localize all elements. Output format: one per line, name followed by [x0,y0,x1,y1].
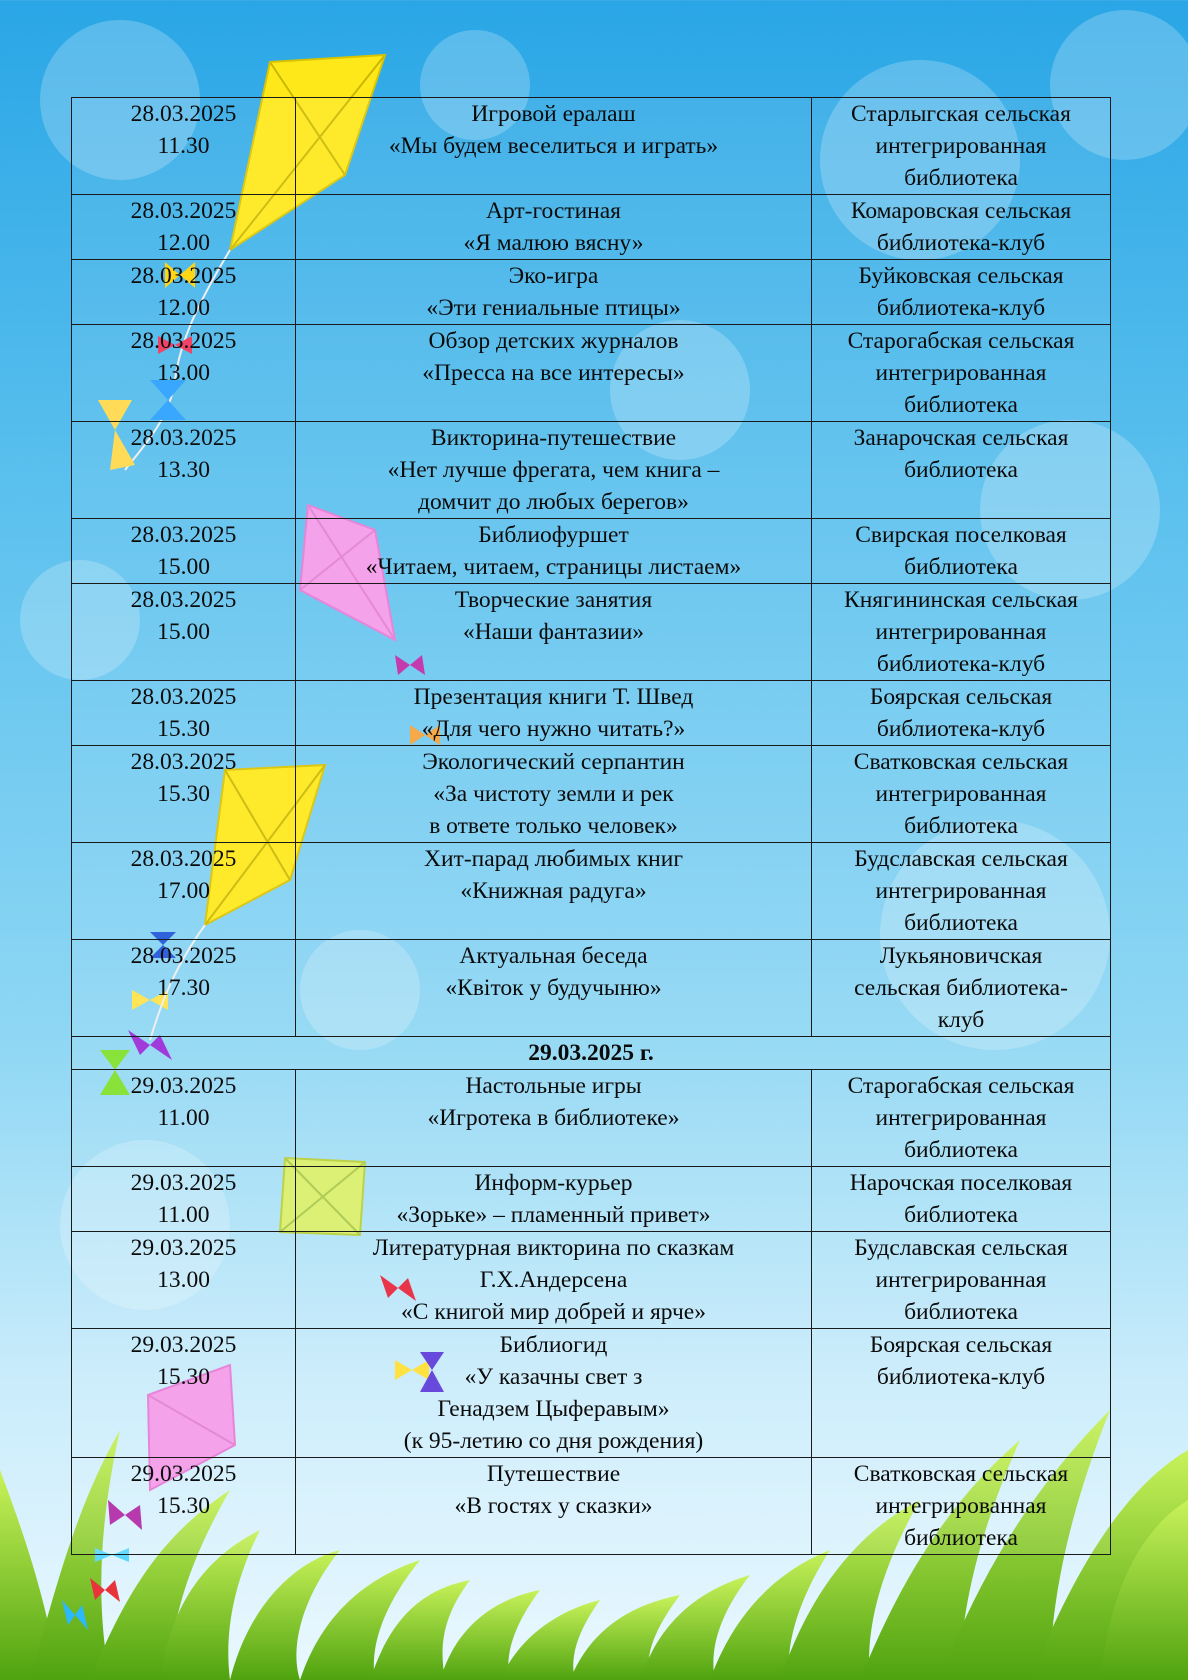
venue-line: Сватковская сельская [853,749,1069,775]
event-line: Информ-курьер [474,1170,633,1196]
venue-cell [812,843,1111,940]
date-time-cell [72,681,296,746]
venue-line: библиотека [904,1137,1018,1163]
table-row [72,260,1111,325]
venue-line: библиотека-клуб [876,716,1046,742]
event-time: 17.00 [157,878,210,904]
event-time: 12.00 [157,295,210,321]
venue-line: библиотека-клуб [876,295,1046,321]
event-date: 28.03.2025 [130,943,237,969]
event-cell [296,1329,812,1458]
event-line: Арт-гостиная [486,198,621,224]
event-line: Настольные игры [465,1073,642,1099]
event-line: Библиофуршет [478,522,629,548]
date-time-cell [72,843,296,940]
table-row [72,1329,1111,1458]
event-line: Путешествие [486,1461,621,1487]
event-line: «Пресса на все интересы» [422,360,685,386]
date-time-cell [72,195,296,260]
table-row [72,940,1111,1037]
event-line: Актуальная беседа [459,943,648,969]
event-line: «Квіток у будучыню» [445,975,662,1001]
venue-line: Сватковская сельская [853,1461,1069,1487]
venue-cell [812,422,1111,519]
venue-line: библиотека [904,554,1018,580]
event-cell [296,584,812,681]
event-line: Презентация книги Т. Швед [413,684,694,710]
venue-cell [812,195,1111,260]
venue-line: интегрированная [875,619,1047,645]
venue-line: библиотека [904,457,1018,483]
venue-line: Свирская поселковая [855,522,1067,548]
venue-line: библиотека [904,165,1018,191]
event-cell [296,746,812,843]
event-cell [296,325,812,422]
event-line: «С книгой мир добрей и ярче» [401,1299,706,1325]
event-time: 15.00 [157,619,210,645]
event-time: 15.30 [157,781,210,807]
day-header-row [72,1037,1111,1070]
venue-cell [812,681,1111,746]
event-line: «Мы будем веселиться и играть» [388,133,719,159]
event-line: Библиогид [499,1332,608,1358]
event-cell [296,843,812,940]
event-time: 17.30 [157,975,210,1001]
event-cell [296,260,812,325]
event-date: 28.03.2025 [130,846,237,872]
venue-cell [812,584,1111,681]
event-cell [296,1167,812,1232]
event-line: Литературная викторина по сказкам [372,1235,735,1261]
event-time: 13.30 [157,457,210,483]
event-line: «Наши фантазии» [462,619,645,645]
venue-line: интегрированная [875,133,1047,159]
event-time: 11.00 [157,1202,210,1228]
event-line: «Я малюю вясну» [463,230,644,256]
event-line: «Для чего нужно читать?» [421,716,686,742]
venue-line: интегрированная [875,781,1047,807]
events-table [71,97,1111,1555]
venue-line: Нарочская поселковая [849,1170,1073,1196]
event-date: 28.03.2025 [130,198,237,224]
venue-line: интегрированная [875,878,1047,904]
event-date: 28.03.2025 [130,328,237,354]
date-time-cell [72,746,296,843]
venue-line: Комаровская сельская [850,198,1072,224]
event-line: Творческие занятия [454,587,653,613]
event-date: 29.03.2025 [130,1073,237,1099]
event-cell [296,519,812,584]
event-line: «У казачны свет з [464,1364,643,1390]
event-time: 15.30 [157,1493,210,1519]
event-line: «Книжная радуга» [460,878,647,904]
event-time: 13.00 [157,360,210,386]
venue-line: Княгининская сельская [844,587,1078,613]
event-line: «За чистоту земли и рек [433,781,674,807]
venue-cell [812,98,1111,195]
event-line: домчит до любых берегов» [418,489,689,515]
event-time: 15.30 [157,716,210,742]
date-time-cell [72,1329,296,1458]
table-row [72,519,1111,584]
event-date: 28.03.2025 [130,587,237,613]
date-time-cell [72,1070,296,1167]
date-time-cell [72,1232,296,1329]
table-row [72,195,1111,260]
event-line: Хит-парад любимых книг [424,846,683,872]
event-line: Г.Х.Андерсена [479,1267,628,1293]
venue-line: библиотека [904,910,1018,936]
venue-line: библиотека [904,1202,1018,1228]
event-time: 15.30 [157,1364,210,1390]
table-row [72,1458,1111,1555]
event-cell [296,1070,812,1167]
date-time-cell [72,584,296,681]
table-row [72,325,1111,422]
event-line: «В гостях у сказки» [454,1493,653,1519]
date-time-cell [72,1458,296,1555]
event-line: (к 95-летию со дня рождения) [403,1428,704,1454]
event-line: Эко-игра [508,263,599,289]
event-date: 28.03.2025 [130,684,237,710]
venue-line: библиотека-клуб [876,230,1046,256]
event-line: Генадзем Цыферавым» [437,1396,670,1422]
venue-line: интегрированная [875,1267,1047,1293]
event-date: 28.03.2025 [130,101,237,127]
table-row [72,1070,1111,1167]
venue-line: интегрированная [875,360,1047,386]
date-time-cell [72,422,296,519]
venue-line: библиотека [904,1525,1018,1551]
table-row [72,1232,1111,1329]
event-line: «Зорьке» – пламенный привет» [396,1202,711,1228]
date-time-cell [72,519,296,584]
venue-line: Старогабская сельская [847,328,1075,354]
event-time: 11.30 [157,133,210,159]
venue-line: библиотека [904,392,1018,418]
event-line: в ответе только человек» [429,813,678,839]
event-line: «Эти гениальные птицы» [426,295,681,321]
venue-line: Боярская сельская [869,684,1053,710]
venue-line: библиотека [904,813,1018,839]
date-time-cell [72,325,296,422]
venue-line: Будславская сельская [854,1235,1068,1261]
event-time: 11.00 [157,1105,210,1131]
event-date: 29.03.2025 [130,1170,237,1196]
date-time-cell [72,260,296,325]
venue-line: Будславская сельская [854,846,1068,872]
table-row [72,843,1111,940]
venue-line: Старлыгская сельская [851,101,1071,127]
venue-line: интегрированная [875,1105,1047,1131]
event-line: Обзор детских журналов [428,328,679,354]
venue-line: Лукьяновичская [879,943,1043,969]
event-date: 28.03.2025 [130,425,237,451]
venue-cell [812,746,1111,843]
venue-line: Старогабская сельская [847,1073,1075,1099]
table-row [72,681,1111,746]
table-row [72,584,1111,681]
venue-cell [812,1458,1111,1555]
venue-line: Занарочская сельская [853,425,1069,451]
event-line: «Нет лучше фрегата, чем книга – [387,457,720,483]
event-cell [296,940,812,1037]
event-cell [296,681,812,746]
venue-cell [812,519,1111,584]
venue-line: сельская библиотека- [854,975,1068,1001]
venue-cell [812,325,1111,422]
table-row [72,1167,1111,1232]
venue-cell [812,1167,1111,1232]
venue-line: библиотека-клуб [876,651,1046,677]
venue-cell [812,1070,1111,1167]
venue-line: Боярская сельская [869,1332,1053,1358]
venue-cell [812,260,1111,325]
venue-line: Буйковская сельская [858,263,1064,289]
event-time: 12.00 [157,230,210,256]
table-row [72,746,1111,843]
venue-cell [812,1329,1111,1458]
venue-cell [812,1232,1111,1329]
event-time: 15.00 [157,554,210,580]
event-cell [296,1458,812,1555]
table-row [72,98,1111,195]
event-line: Игровой ералаш [471,101,636,127]
venue-line: библиотека [904,1299,1018,1325]
date-time-cell [72,1167,296,1232]
event-date: 28.03.2025 [130,749,237,775]
event-line: «Читаем, читаем, страницы листаем» [365,554,742,580]
venue-line: интегрированная [875,1493,1047,1519]
event-line: Викторина-путешествие [430,425,677,451]
event-date: 29.03.2025 [130,1332,237,1358]
event-date: 29.03.2025 [130,1461,237,1487]
date-time-cell [72,940,296,1037]
event-line: «Игротека в библиотеке» [427,1105,680,1131]
event-line: Экологический серпантин [422,749,685,775]
event-cell [296,98,812,195]
venue-line: клуб [937,1007,985,1033]
event-cell [296,195,812,260]
venue-cell [812,940,1111,1037]
table-row [72,422,1111,519]
day-header: 29.03.2025 г. [72,1037,1111,1070]
event-cell [296,422,812,519]
event-date: 28.03.2025 [130,263,237,289]
venue-line: библиотека-клуб [876,1364,1046,1390]
event-date: 29.03.2025 [130,1235,237,1261]
date-time-cell [72,98,296,195]
event-cell [296,1232,812,1329]
event-date: 28.03.2025 [130,522,237,548]
event-time: 13.00 [157,1267,210,1293]
